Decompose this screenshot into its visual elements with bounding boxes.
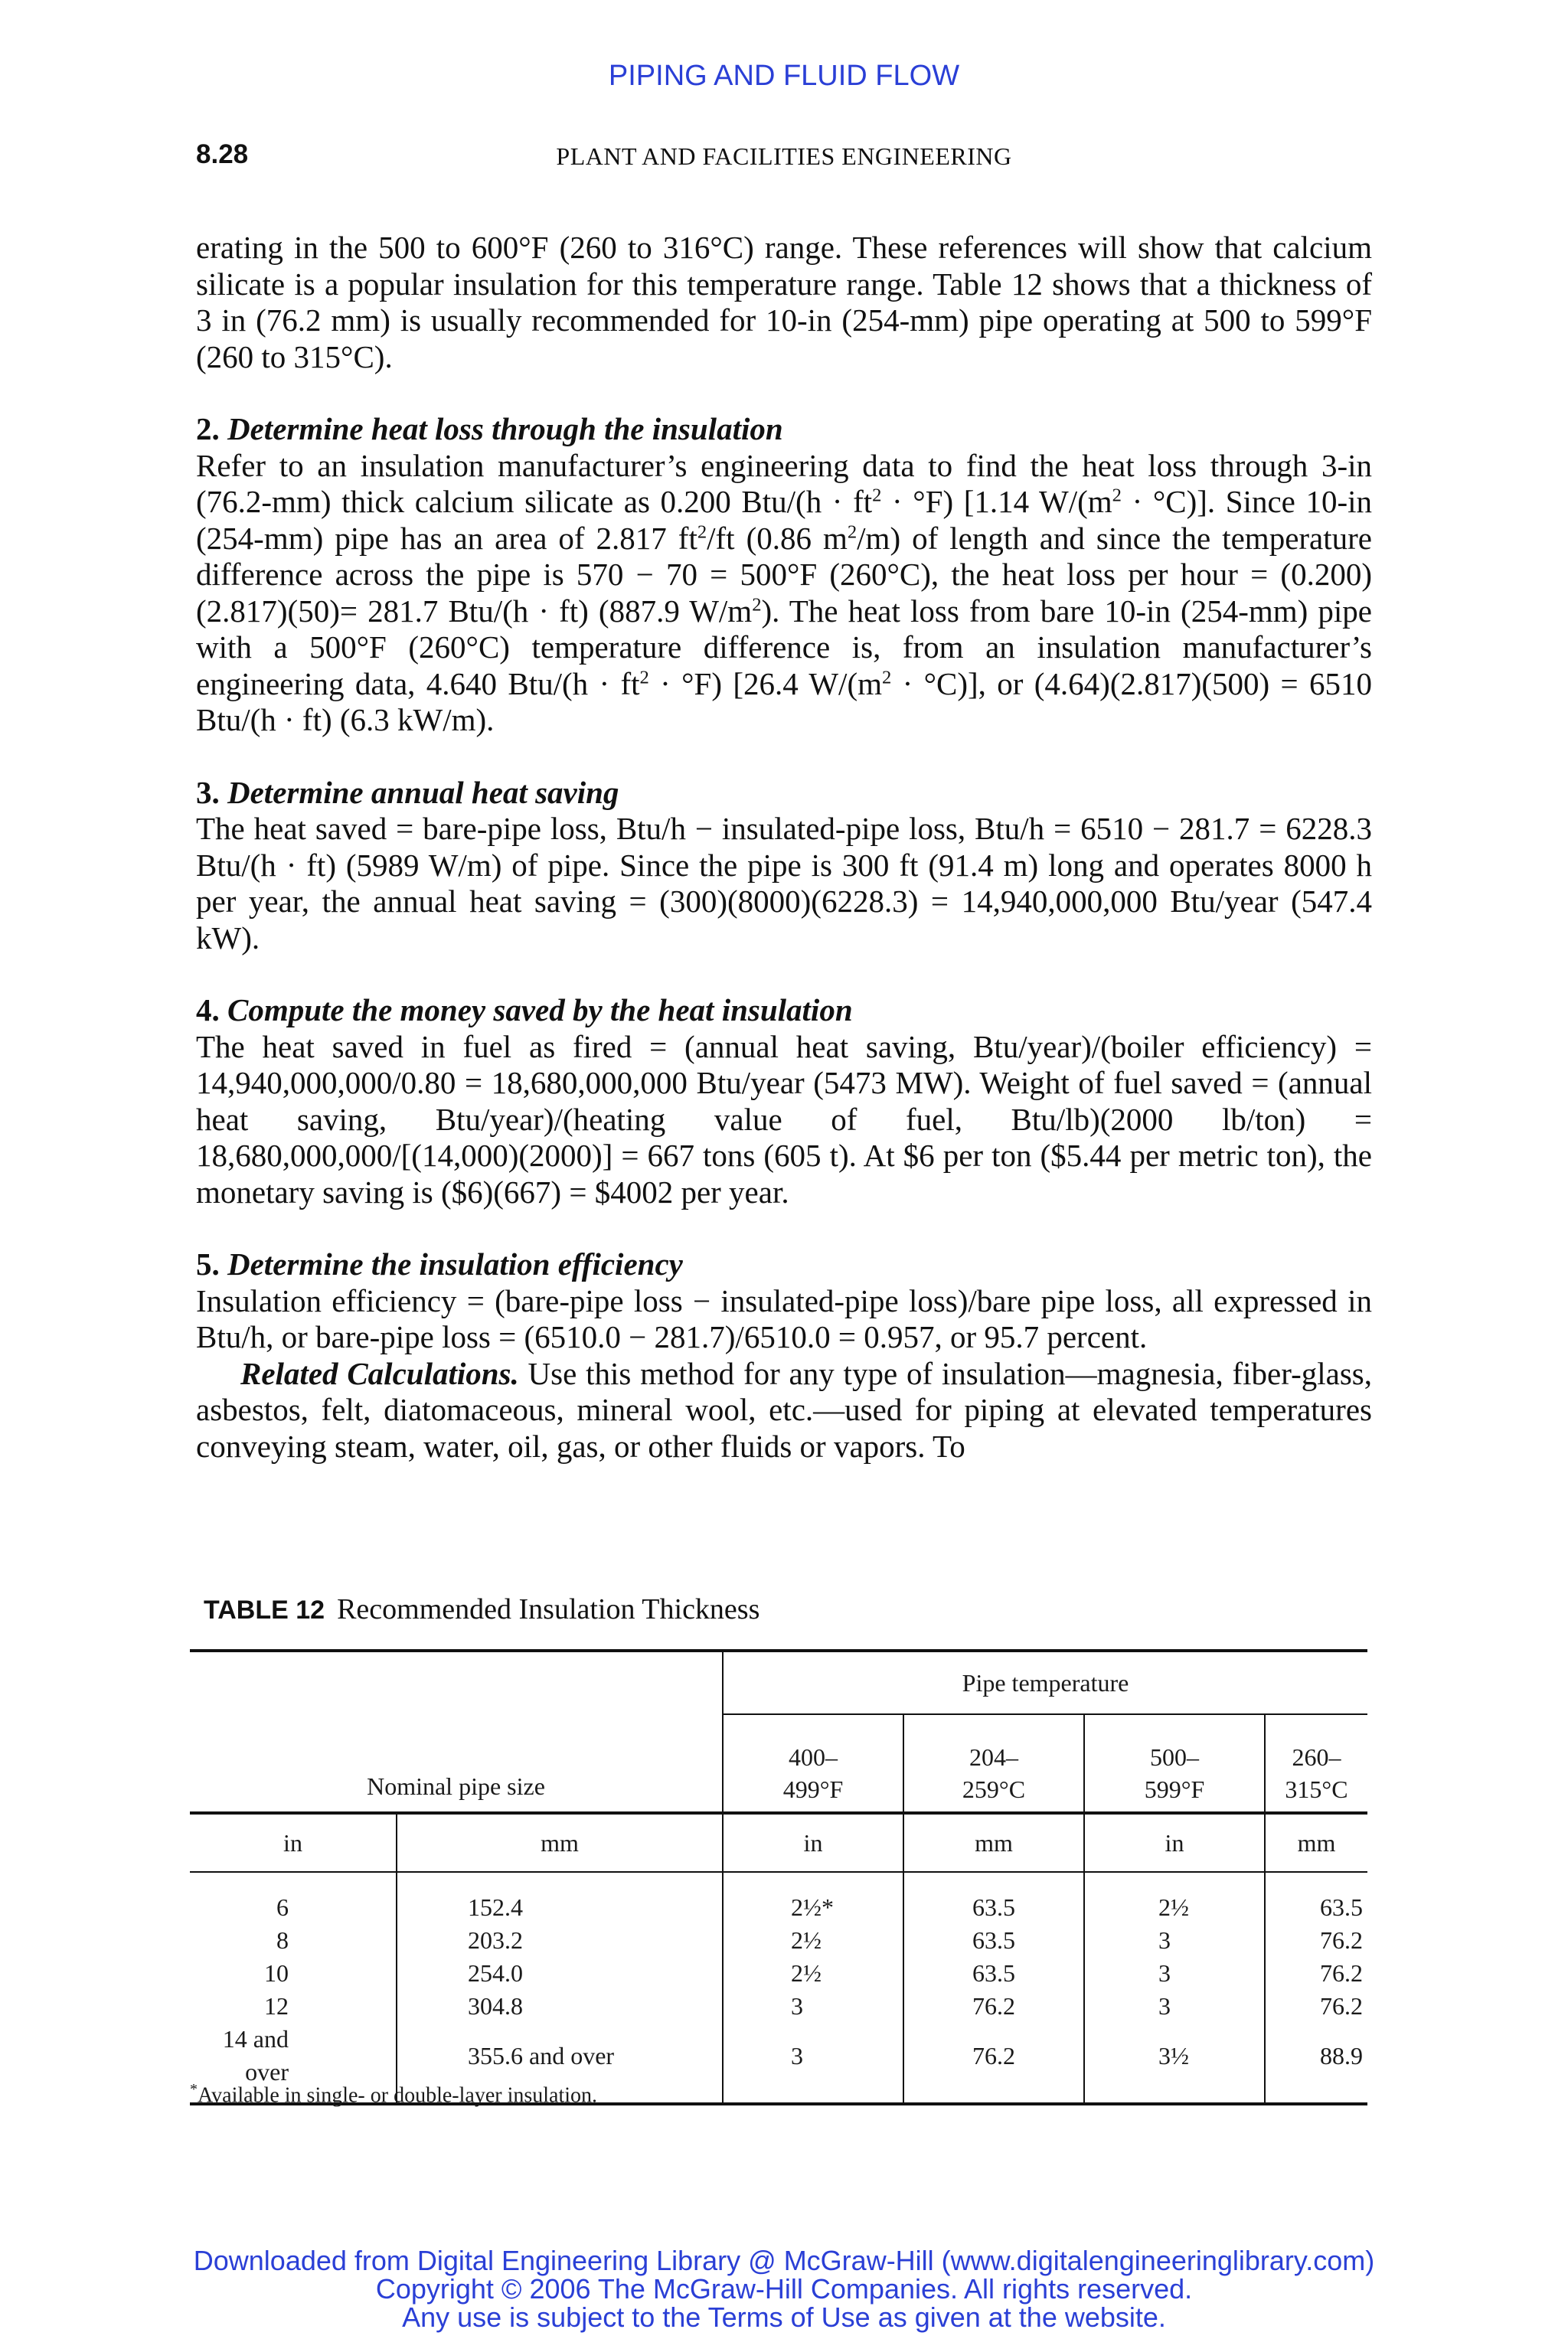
step-3-number: 3.: [196, 774, 220, 810]
step-2-paragraph: Refer to an insulation manufacturer’s engineering data to find the heat loss through 3-in (76.2-mm) thick calcium silicate as 0.200 $Btu/(h \cdot ft^2 \cdot ^\circ F)$ [1.14 $W/(m^2 \cdot ^\circ C)$]. Since 10-in (254-mm) pipe has an area of 2.817 $ft^2/ft$ (0.86 $m^2/m$) of length and since the temperature difference across the pipe is 570 − 70 = 500°F (260°C), the heat loss per hour = (0.200)(2.817)(50)= 281.7 Btu/(h · ft) (887.9 $W/m^2$). The heat loss from bare 10-in (254-mm) pipe with a 500°F (260°C) temperature difference is, from an insulation manufacturer’s engineering data, 4.640 $Btu/(h \cdot ft^2 \cdot ^\circ F)$ [26.4 $W/(m^2 \cdot ^\circ C)$], or (4.64)(2.817)(500) = 6510 Btu/(h · ft) (6.3 kW/m).: [196, 447, 1372, 737]
related-calculations-label: Related Calculations.: [240, 1355, 519, 1391]
step-5-number: 5.: [196, 1246, 220, 1282]
step-2-title: Determine heat loss through the insulation: [227, 411, 783, 446]
step-2-number: 2.: [196, 411, 220, 446]
terms-line: Any use is subject to the Terms of Use as given at the website.: [402, 2301, 1166, 2333]
copyright-line: Copyright © 2006 The McGraw-Hill Companies. All rights reserved.: [375, 2273, 1193, 2305]
step-5-title: Determine the insulation efficiency: [227, 1246, 683, 1282]
table-row: 10 254.0 2½ 63.5 3 76.2: [190, 1957, 1367, 1990]
section-title: PIPING AND FLUID FLOW: [608, 60, 960, 92]
range-header: 260– 315°C: [1265, 1714, 1367, 1813]
step-3-title: Determine annual heat saving: [227, 774, 619, 810]
footnote-mark: *: [190, 2081, 198, 2098]
intro-paragraph: erating in the 500 to 600°F (260 to 316°C) range. These references will show that calcium silicate is a popular insulation for this temperature range. Table 12 shows that a thickness of 3 in (76.2 mm) is usually recommended for 10-in (254-mm) pipe operating at 500 to 599°F (260 to 315°C).: [196, 230, 1372, 374]
pipe-temperature-header: Pipe temperature: [723, 1651, 1367, 1714]
page-number: 8.28: [196, 139, 249, 169]
unit-header: mm: [1265, 1813, 1367, 1872]
table-row: 8 203.2 2½ 63.5 3 76.2: [190, 1924, 1367, 1957]
running-head: PLANT AND FACILITIES ENGINEERING: [556, 142, 1012, 170]
range-header: 204– 259°C: [903, 1714, 1084, 1813]
step-5-heading: [196, 1246, 1372, 1283]
table-footnote: *Available in single- or double-layer insulation.: [190, 2081, 598, 2108]
unit-header: mm: [397, 1813, 723, 1872]
step-4-paragraph: The heat saved in fuel as fired = (annual heat saving, Btu/year)/(boiler efficiency) = 14,940,000,000/0.80 = 18,680,000,000 Btu/year (5473 MW). Weight of fuel saved = (annual heat saving, Btu/year)/(heating value of fuel, Btu/lb)(2000 lb/ton) = 18,680,000,000/[(14,000)(2000)] = 667 tons (605 t). At $6 per ton ($5.44 per metric ton), the monetary saving is ($6)(667) = $4002 per year.: [196, 1028, 1372, 1210]
step-3-heading: [196, 775, 1372, 812]
unit-header: mm: [903, 1813, 1084, 1872]
table-title: Recommended Insulation Thickness: [337, 1593, 760, 1625]
table-row: 12 304.8 3 76.2 3 76.2: [190, 1990, 1367, 2023]
nominal-pipe-size-header: Nominal pipe size: [190, 1651, 723, 1813]
table-caption: [204, 1592, 760, 1626]
step-2-heading: [196, 411, 1372, 448]
download-line: Downloaded from Digital Engineering Library @ McGraw-Hill (www.digitalengineeringlibrary.com): [193, 2245, 1375, 2276]
step-4-title: Compute the money saved by the heat insulation: [227, 992, 853, 1027]
related-calculations-paragraph: Related Calculations. Use this method for any type of insulation—magnesia, fiber-glass, asbestos, felt, diatomaceous, mineral wool, etc.—used for piping at elevated temperatures conveying steam, water, oil, gas, or other fluids or vapors. To: [196, 1355, 1372, 1464]
range-header: 400– 499°F: [723, 1714, 903, 1813]
step-4-heading: [196, 992, 1372, 1029]
step-4-number: 4.: [196, 992, 220, 1027]
step-3-paragraph: The heat saved = bare-pipe loss, Btu/h − insulated-pipe loss, Btu/h = 6510 − 281.7 = 6228.3 Btu/(h · ft) (5989 W/m) of pipe. Since the pipe is 300 ft (91.4 m) long and operates 8000 h per year, the annual heat saving = (300)(8000)(6228.3) = 14,940,000,000 Btu/year (547.4 kW).: [196, 811, 1372, 956]
unit-header: in: [190, 1813, 397, 1872]
step-5-paragraph: Insulation efficiency = (bare-pipe loss − insulated-pipe loss)/bare pipe loss, all expressed in Btu/h, or bare-pipe loss = (6510.0 − 281.7)/6510.0 = 0.957, or 95.7 percent.: [196, 1282, 1372, 1354]
download-notice: [0, 2246, 1568, 2331]
table-label: TABLE 12: [204, 1596, 325, 1625]
body-text: [196, 230, 1372, 1465]
table-row: 6 152.4 2½* 63.5 2½ 63.5: [190, 1872, 1367, 1924]
range-header: 500– 599°F: [1084, 1714, 1265, 1813]
unit-header: in: [1084, 1813, 1265, 1872]
unit-header: in: [723, 1813, 903, 1872]
insulation-thickness-table: [190, 1649, 1367, 2105]
table-row: 14 and over 355.6 and over 3 76.2 3½ 88.9: [190, 2023, 1367, 2104]
